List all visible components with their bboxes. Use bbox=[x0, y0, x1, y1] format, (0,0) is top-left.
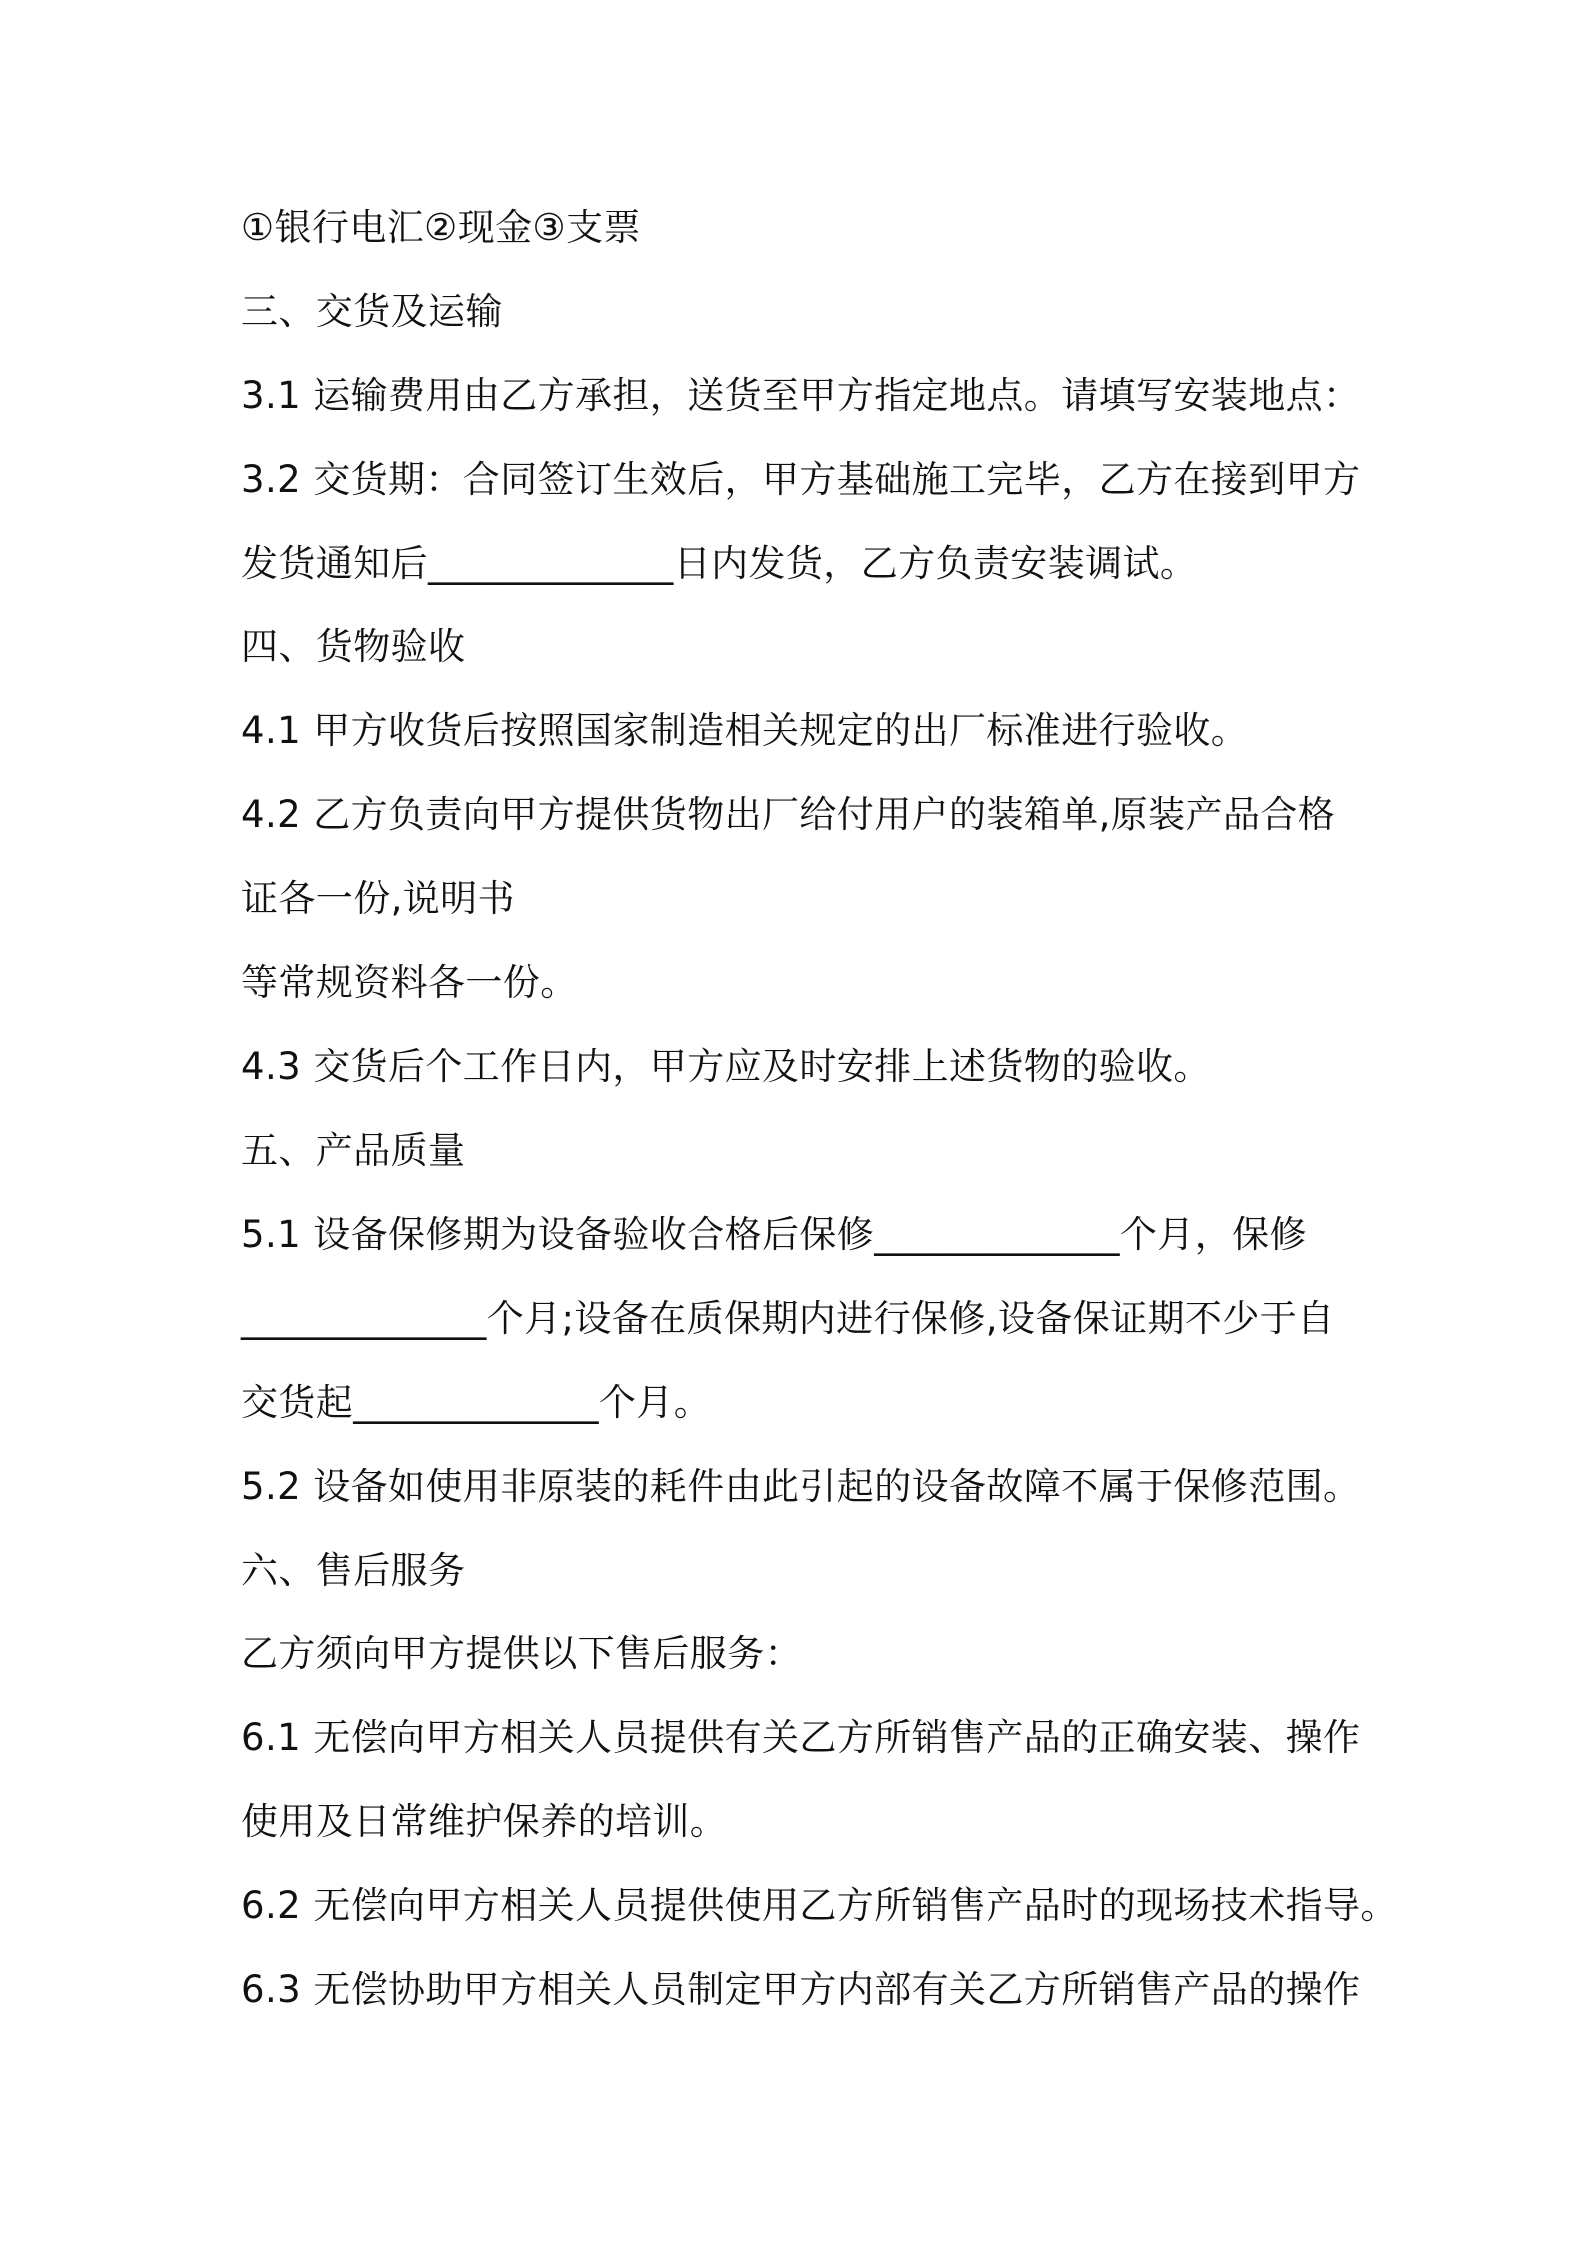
section-heading-delivery: 三、交货及运输 bbox=[241, 290, 503, 333]
clause-4-1: 4.1 甲方收货后按照国家制造相关规定的出厂标准进行验收。 bbox=[241, 709, 1249, 752]
clause-5-2: 5.2 设备如使用非原装的耗件由此引起的设备故障不属于保修范围。 bbox=[241, 1465, 1361, 1508]
clause-6-2: 6.2 无偿向甲方相关人员提供使用乙方所销售产品时的现场技术指导。 bbox=[241, 1884, 1398, 1927]
clause-5-1-continued: _____________个月;设备在质保期内进行保修,设备保证期不少于自 bbox=[241, 1297, 1335, 1340]
clause-3-2-continued: 发货通知后_____________日内发货，乙方负责安装调试。 bbox=[241, 542, 1198, 585]
clause-4-2-continued: 证各一份,说明书 bbox=[241, 877, 515, 920]
payment-methods-line: ①银行电汇②现金③支票 bbox=[241, 206, 641, 249]
section-heading-after-sales: 六、售后服务 bbox=[241, 1549, 466, 1592]
section-heading-quality: 五、产品质量 bbox=[241, 1129, 466, 1172]
section-heading-inspection: 四、货物验收 bbox=[241, 625, 466, 668]
clause-5-1: 5.1 设备保修期为设备验收合格后保修_____________个月，保修 bbox=[241, 1213, 1307, 1256]
clause-6-3: 6.3 无偿协助甲方相关人员制定甲方内部有关乙方所销售产品的操作 bbox=[241, 1968, 1361, 2011]
clause-6-1: 6.1 无偿向甲方相关人员提供有关乙方所销售产品的正确安装、操作 bbox=[241, 1716, 1361, 1759]
after-sales-intro: 乙方须向甲方提供以下售后服务： bbox=[241, 1632, 802, 1675]
clause-3-1: 3.1 运输费用由乙方承担，送货至甲方指定地点。请填写安装地点： bbox=[241, 374, 1361, 417]
clause-4-3: 4.3 交货后个工作日内，甲方应及时安排上述货物的验收。 bbox=[241, 1045, 1211, 1088]
clause-5-1-continued: 交货起_____________个月。 bbox=[241, 1381, 712, 1424]
clause-4-2-continued: 等常规资料各一份。 bbox=[241, 961, 578, 1004]
clause-3-2: 3.2 交货期：合同签订生效后，甲方基础施工完毕，乙方在接到甲方 bbox=[241, 458, 1361, 501]
clause-6-1-continued: 使用及日常维护保养的培训。 bbox=[241, 1800, 728, 1843]
clause-4-2: 4.2 乙方负责向甲方提供货物出厂给付用户的装箱单,原装产品合格 bbox=[241, 793, 1336, 836]
